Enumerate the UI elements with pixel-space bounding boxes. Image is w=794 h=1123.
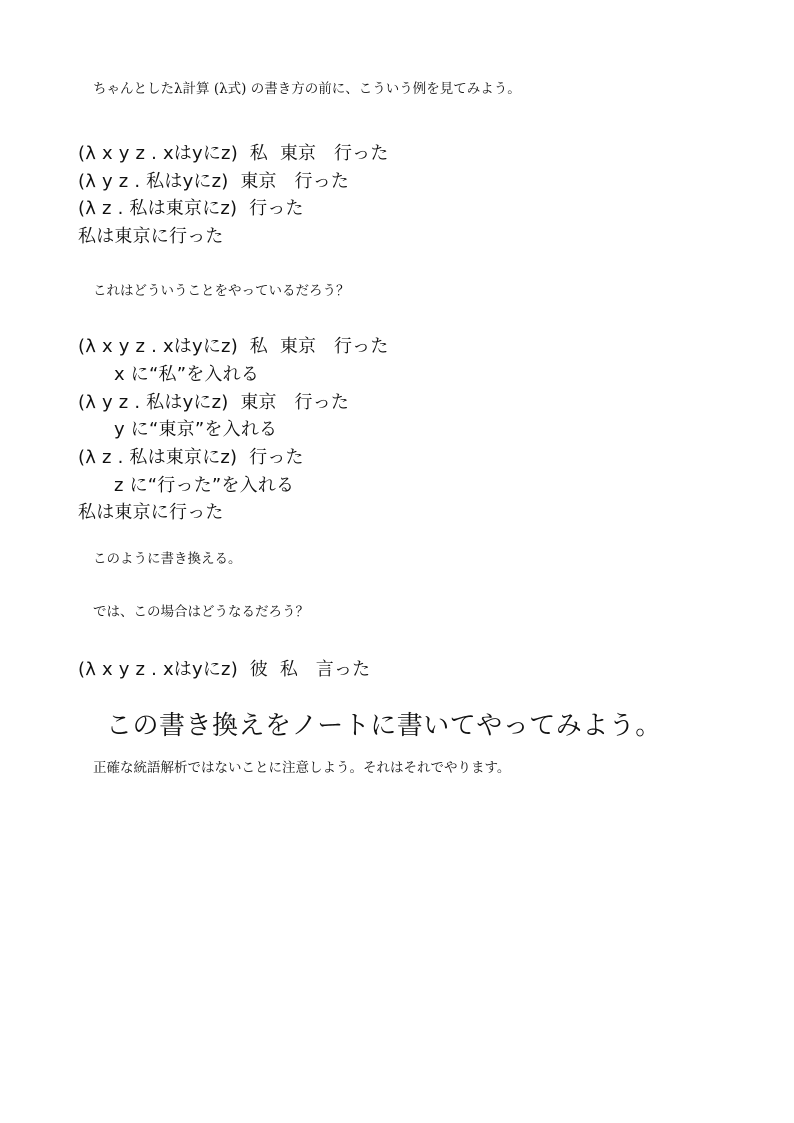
example3-line: (λ x y z . xはyにz) 彼 私 言った [78,659,371,680]
question2-paragraph: では、この場合はどうなるだろう？ [93,604,309,620]
question1-paragraph: これはどういうことをやっているだろう？ [93,283,350,299]
example2-line-4: 私は東京に行った [78,502,224,523]
example1-line-1: (λ x y z . xはyにz) 私 東京 行った [78,143,389,164]
example2-step-1: x に“私”を入れる [114,364,260,385]
example2-step-3: z に“行った”を入れる [114,475,295,496]
example1-line-4: 私は東京に行った [78,226,224,247]
example1-line-2: (λ y z . 私はyにz) 東京 行った [78,171,350,192]
example1-line-3: (λ z . 私は東京にz) 行った [78,198,304,219]
summary-paragraph: このように書き換える。 [93,551,242,567]
intro-paragraph: ちゃんとしたλ計算 (λ式) の書き方の前に、こういう例を見てみよう。 [93,81,521,97]
example2-line-2: (λ y z . 私はyにz) 東京 行った [78,392,350,413]
example2-step-2: y に“東京”を入れる [114,419,278,440]
example2-line-1: (λ x y z . xはyにz) 私 東京 行った [78,336,389,357]
exercise-heading: この書き換えをノートに書いてやってみよう。 [106,711,662,741]
note-paragraph: 正確な統語解析ではないことに注意しよう。それはそれでやります。 [93,760,511,776]
example2-line-3: (λ z . 私は東京にz) 行った [78,447,304,468]
